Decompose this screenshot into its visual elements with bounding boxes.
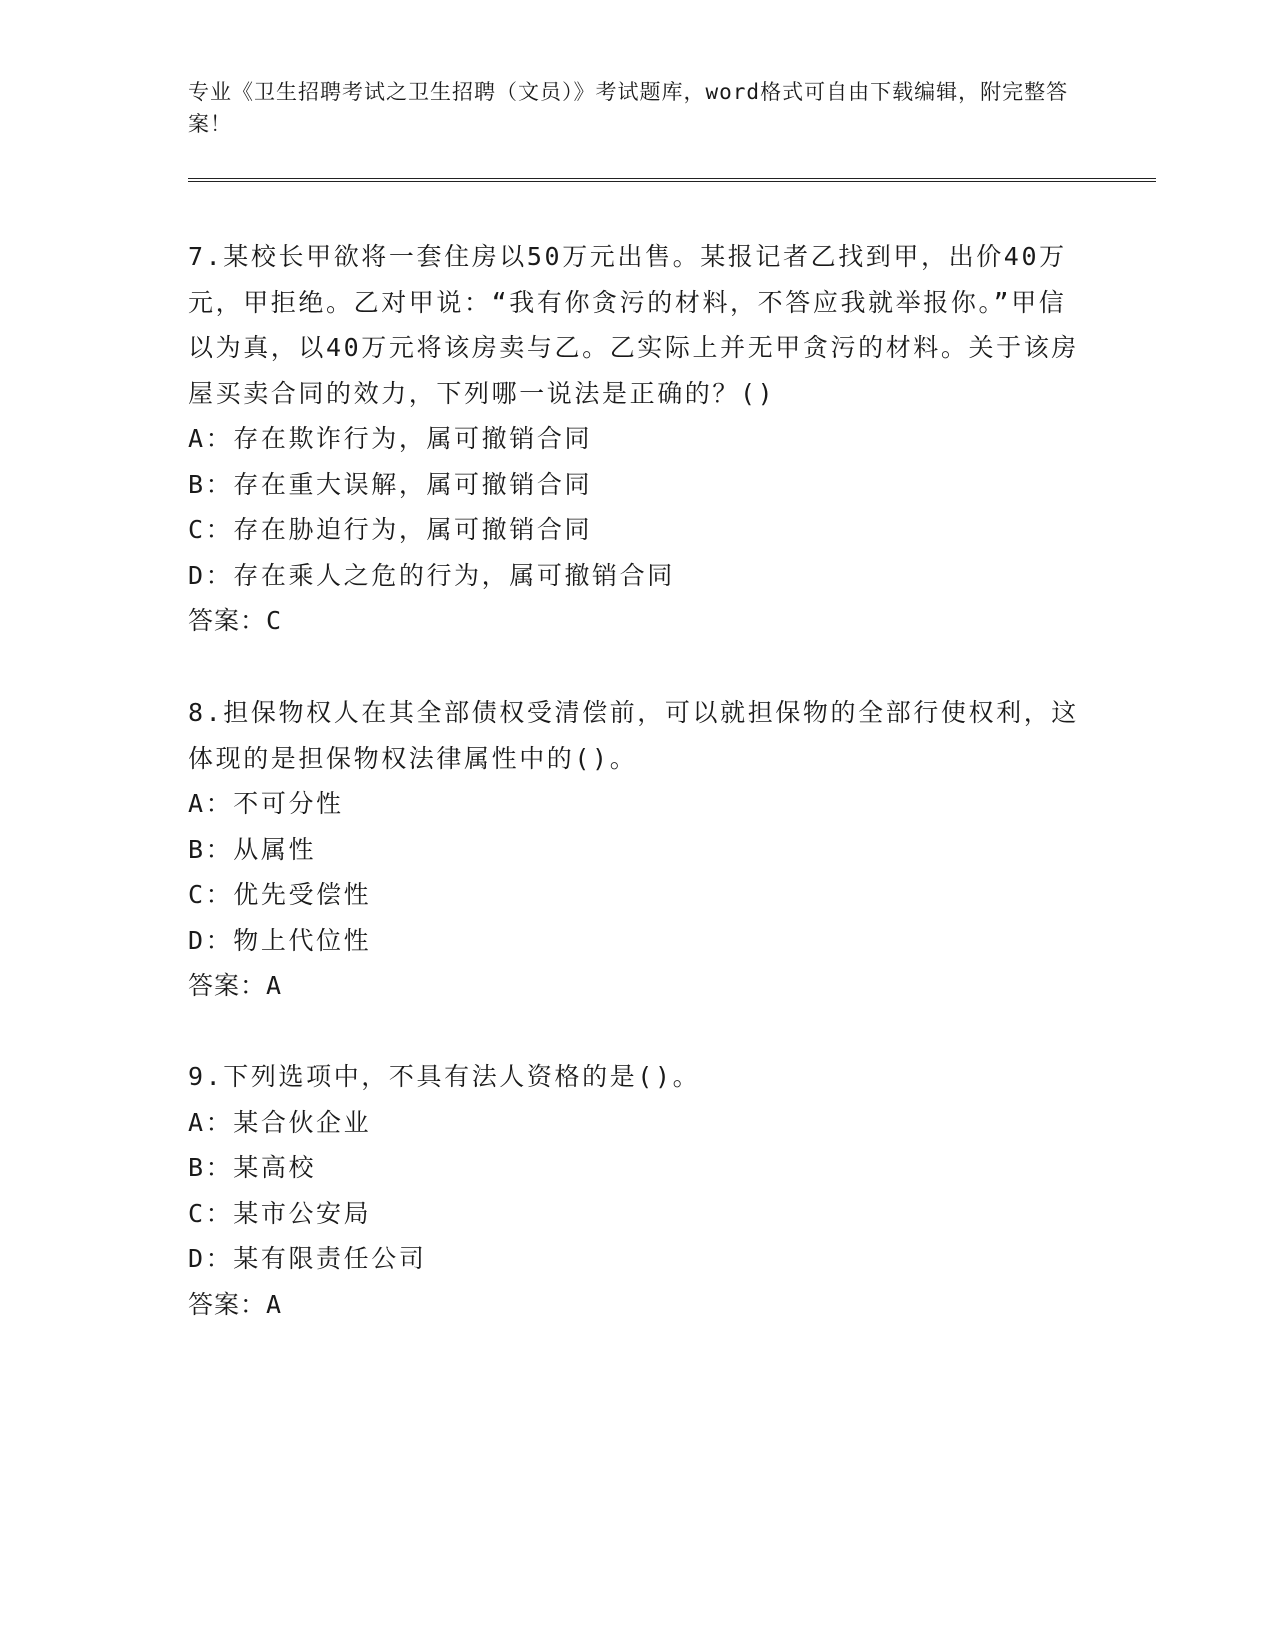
question-stem: 8.担保物权人在其全部债权受清偿前，可以就担保物的全部行使权利，这体现的是担保物权法律属性中的()。 xyxy=(188,698,1079,773)
option-b: B：从属性 xyxy=(188,834,317,864)
answer-label: 答案： xyxy=(188,1289,267,1319)
option-a: A：不可分性 xyxy=(188,789,344,818)
option-c: C：存在胁迫行为，属可撤销合同 xyxy=(188,515,593,544)
answer-line xyxy=(188,598,1088,644)
option-c: C：某市公安局 xyxy=(188,1198,372,1228)
document-header-intro: 专业《卫生招聘考试之卫生招聘（文员）》考试题库，word格式可自由下载编辑，附完整答案！ xyxy=(188,80,1069,136)
option-b: B：某高校 xyxy=(188,1153,317,1182)
question-8 xyxy=(188,690,1088,1009)
answer-label: 答案： xyxy=(188,971,267,1000)
question-7 xyxy=(188,234,1088,644)
answer-value: C xyxy=(266,606,283,635)
question-9 xyxy=(188,1054,1088,1327)
option-a: A：某合伙企业 xyxy=(188,1107,372,1137)
option-d: D：某有限责任公司 xyxy=(188,1244,427,1273)
answer-line xyxy=(188,1282,1088,1328)
option-c: C：优先受偿性 xyxy=(188,880,372,909)
answer-value: A xyxy=(266,971,283,1000)
answer-label: 答案： xyxy=(188,606,267,635)
header-divider xyxy=(188,178,1156,182)
question-stem: 9.下列选项中，不具有法人资格的是()。 xyxy=(188,1062,701,1091)
option-b: B：存在重大误解，属可撤销合同 xyxy=(188,469,593,499)
option-a: A：存在欺诈行为，属可撤销合同 xyxy=(188,424,593,453)
answer-value: A xyxy=(266,1289,283,1319)
answer-line xyxy=(188,963,1088,1009)
question-stem: 7.某校长甲欲将一套住房以50万元出售。某报记者乙找到甲，出价40万元，甲拒绝。乙对甲说：“我有你贪污的材料，不答应我就举报你。”甲信以为真，以40万元将该房卖与乙。乙实际上并无甲贪污的材料。关于该房屋买卖合同的效力，下列哪一说法是正确的？() xyxy=(188,242,1079,408)
option-d: D：物上代位性 xyxy=(188,925,372,955)
option-d: D：存在乘人之危的行为，属可撤销合同 xyxy=(188,560,675,590)
